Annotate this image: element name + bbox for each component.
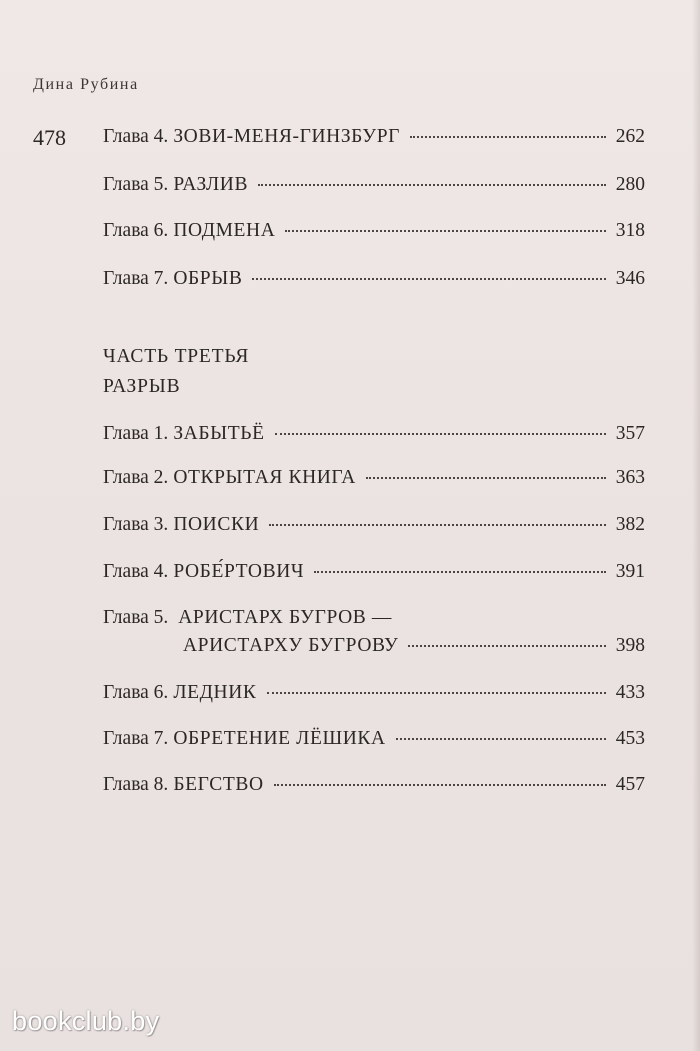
chapter-label: Глава 7. [103,268,169,289]
part-heading: ЧАСТЬ ТРЕТЬЯ [103,346,250,367]
dot-leader [275,433,606,435]
chapter-title-continued: АРИСТАРХУ БУГРОВУ [183,635,399,656]
chapter-title: ПОДМЕНА [173,220,276,241]
chapter-title: АРИСТАРХ БУГРОВ — [178,607,392,628]
chapter-label: Глава 8. [103,774,169,795]
chapter-page: 363 [615,467,645,488]
chapter-title: РАЗЛИВ [173,174,249,195]
toc-entry [103,728,645,750]
dot-leader [267,692,606,694]
toc-entry [103,174,645,196]
toc-entry [103,514,645,536]
chapter-title: ЛЕДНИК [173,682,257,703]
chapter-title: ОТКРЫТАЯ КНИГА [173,467,356,488]
chapter-page: 346 [615,268,645,289]
dot-leader [285,230,605,232]
toc-entry-continuation [183,635,645,657]
toc-entry [103,268,645,290]
toc-entry [103,220,645,242]
chapter-page: 398 [615,635,645,656]
dot-leader [408,645,605,647]
chapter-page: 453 [615,728,645,749]
toc-entry [103,423,645,445]
toc-entry [103,774,645,796]
chapter-page: 357 [615,423,645,444]
toc-entry [103,126,645,148]
chapter-label: Глава 2. [103,467,169,488]
running-header-author: Дина Рубина [33,76,139,93]
dot-leader [314,571,606,573]
dot-leader [274,784,606,786]
dot-leader [252,278,605,280]
chapter-label: Глава 6. [103,220,169,241]
chapter-label: Глава 6. [103,682,169,703]
dot-leader [396,738,606,740]
chapter-label: Глава 4. [103,126,169,147]
chapter-page: 382 [615,514,645,535]
dot-leader [410,136,606,138]
chapter-label: Глава 5. [103,174,169,195]
chapter-label: Глава 3. [103,514,169,535]
chapter-title: РОБЕ́РТОВИЧ [173,561,305,582]
page-edge-shadow [692,0,700,1051]
chapter-page: 318 [615,220,645,241]
part-subtitle: РАЗРЫВ [103,376,181,397]
chapter-title: ОБРЫВ [173,268,243,289]
chapter-title: ЗОВИ-МЕНЯ-ГИНЗБУРГ [173,126,401,147]
chapter-page: 280 [615,174,645,195]
chapter-label: Глава 5. [103,607,169,628]
chapter-title: ОБРЕТЕНИЕ ЛЁШИКА [173,728,386,749]
dot-leader [269,524,605,526]
watermark-text: bookclub.by [12,1006,160,1036]
dot-leader [366,477,606,479]
chapter-title: ПОИСКИ [173,514,260,535]
page-number: 478 [33,125,66,150]
dot-leader [258,184,606,186]
chapter-label: Глава 4. [103,561,169,582]
toc-entry [103,467,645,489]
chapter-page: 457 [615,774,645,795]
toc-entry-first-line [103,607,392,629]
chapter-title: БЕГСТВО [173,774,264,795]
toc-entry [103,561,645,583]
chapter-page: 391 [615,561,645,582]
chapter-page: 262 [615,126,645,147]
chapter-label: Глава 1. [103,423,169,444]
toc-entry [103,682,645,704]
chapter-page: 433 [615,682,645,703]
chapter-label: Глава 7. [103,728,169,749]
chapter-title: ЗАБЫТЬЁ [173,423,265,444]
